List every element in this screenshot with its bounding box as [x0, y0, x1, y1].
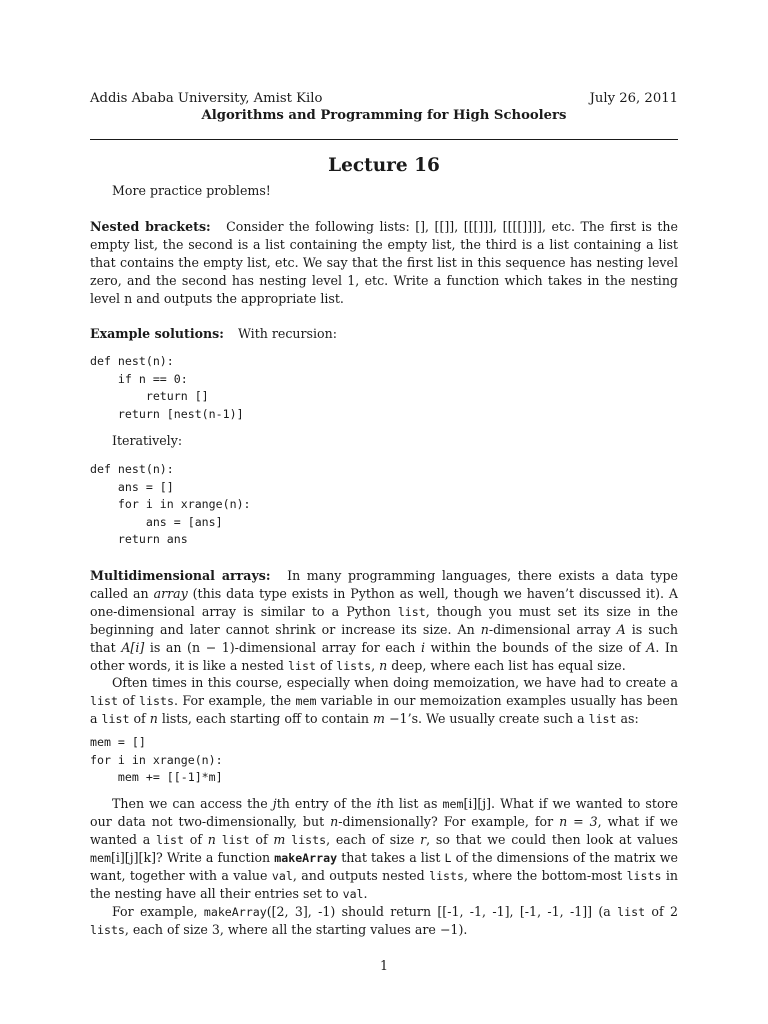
- text-run: , where the bottom-most: [464, 868, 623, 883]
- text-run: of 2: [651, 904, 678, 919]
- memoization-paragraph: [90, 674, 678, 728]
- text-run: .: [363, 886, 368, 901]
- code-term: lists: [291, 833, 327, 847]
- nested-brackets-paragraph: [90, 218, 678, 308]
- text-run: variable in our memoization examples usually has been a: [90, 693, 678, 726]
- text-run: -dimensionally? For example, for: [338, 814, 554, 829]
- math-var: m: [373, 711, 385, 726]
- text-run: −1’s. We usually create such a: [389, 711, 585, 726]
- text-run: Then we can access the: [112, 796, 268, 811]
- code-term: makeArray: [274, 851, 338, 865]
- nested-brackets-heading: Nested brackets:: [90, 219, 211, 234]
- code-term: lists: [626, 869, 662, 883]
- text-run: as:: [620, 711, 639, 726]
- math-var: m: [273, 832, 286, 847]
- code-term: L: [444, 851, 452, 865]
- code-term: mem: [90, 851, 111, 865]
- text-run: of the dimensions of the matrix we want, together with a value: [90, 850, 678, 883]
- header-rule: [90, 139, 678, 140]
- code-term: makeArray: [203, 905, 267, 919]
- text-run: of: [255, 832, 268, 847]
- text-run: is an (n − 1)-dimensional array for each: [149, 640, 416, 655]
- code-term: list: [156, 833, 184, 847]
- code-term: lists: [336, 659, 372, 673]
- ndim-paragraph: [90, 795, 678, 903]
- iteratively-label: Iteratively:: [112, 433, 183, 448]
- text-run: of: [133, 711, 146, 726]
- code-term: lists: [139, 694, 174, 708]
- math-var: i: [420, 640, 426, 655]
- text-run: of: [319, 658, 333, 673]
- math-var: n: [480, 622, 489, 637]
- math-expr: n = 3: [559, 814, 598, 829]
- text-run: is such that: [90, 622, 678, 655]
- example-solutions-heading: Example solutions:: [90, 326, 224, 341]
- math-var: A: [646, 640, 656, 655]
- text-run: , each of size: [326, 832, 415, 847]
- math-var: n: [207, 832, 216, 847]
- text-run: (this data type exists in Python as well, though we haven’t discussed it). A one-dimensional array is similar to a Python: [90, 586, 678, 619]
- text-run: that takes a list: [341, 850, 441, 865]
- text-run: deep, where each list has equal size.: [391, 658, 626, 673]
- text-run: in the nesting have all their entries set to: [90, 868, 678, 901]
- text-run: -dimensional array: [488, 622, 611, 637]
- code-term: mem: [442, 797, 464, 811]
- math-var: r: [420, 832, 427, 847]
- text-run: In many programming languages, there exists a data type called an: [90, 568, 678, 601]
- code-term: lists: [90, 923, 125, 937]
- text-run: lists, each starting off to contain: [161, 711, 370, 726]
- text-run: Often times in this course, especially when doing memoization, we have had to create a: [112, 675, 678, 690]
- code-iterative: def nest(n): ans = [] for i in xrange(n): ans = [ans] return ans: [90, 462, 251, 547]
- multidimensional-paragraph: [90, 567, 678, 675]
- text-run: th list as: [380, 796, 438, 811]
- code-term: list: [90, 694, 118, 708]
- header-date: July 26, 2011: [589, 91, 678, 106]
- code-term: val: [342, 887, 364, 901]
- text-run: , so that we could then look at values: [426, 832, 678, 847]
- course-title: Algorithms and Programming for High Schoolers: [201, 108, 567, 123]
- math-var: A[i]: [121, 640, 145, 655]
- math-var: i: [376, 796, 381, 811]
- text-run: , each of size 3, where all the starting values are −1).: [124, 922, 468, 937]
- text-run: , though you must set its size in the beginning and later cannot shrink or increase its size. An: [90, 604, 678, 637]
- text-run: , and outputs nested: [292, 868, 425, 883]
- code-term: list: [397, 605, 426, 619]
- code-mem: mem = [] for i in xrange(n): mem += [[-1]*m]: [90, 735, 223, 785]
- code-term: val: [271, 869, 293, 883]
- math-var: n: [379, 658, 388, 673]
- header-institution: Addis Ababa University, Amist Kilo: [90, 91, 323, 106]
- code-term: list: [221, 833, 250, 847]
- intro-text: More practice problems!: [112, 183, 271, 198]
- math-var: n: [149, 711, 158, 726]
- nested-brackets-text: Consider the following lists: [], [[]], [[[]]], [[[[]]]], etc. The first is the empty list, the second is a list containing the empty list, the third is a list containing a list that contains the empty list, etc. We say that the first list in this sequence has nesting level zero, and the second has nesting level 1, etc. Write a function which takes in the nesting level n and outputs the appropriate list.: [90, 219, 678, 306]
- multidimensional-heading: Multidimensional arrays:: [90, 568, 271, 583]
- term-array: array: [153, 586, 188, 601]
- text-run: . In other words, it is like a nested: [90, 640, 679, 673]
- lecture-title: Lecture 16: [328, 155, 440, 176]
- code-term: mem: [295, 694, 317, 708]
- text-run: ([2, 3], -1) should return [[-1, -1, -1], [-1, -1, -1]] (a: [266, 904, 611, 919]
- code-term: lists: [429, 869, 464, 883]
- example-solutions-text: With recursion:: [237, 326, 337, 341]
- code-term: list: [588, 712, 617, 726]
- text-run: For example,: [112, 904, 198, 919]
- text-run: ,: [371, 658, 376, 673]
- text-run: [i][j]. What if we wanted to store our data not two-dimensionally, but: [90, 796, 678, 829]
- code-term: list: [288, 659, 316, 673]
- math-var: j: [272, 796, 277, 811]
- code-term: list: [617, 905, 646, 919]
- text-run: , what if we wanted a: [90, 814, 678, 847]
- text-run: th entry of the: [276, 796, 372, 811]
- text-run: within the bounds of the size of: [430, 640, 641, 655]
- text-run: [i][j][k]? Write a function: [110, 850, 271, 865]
- example-solutions-paragraph: [90, 325, 678, 343]
- text-run: of: [122, 693, 135, 708]
- math-var: A: [616, 622, 626, 637]
- text-run: of: [189, 832, 202, 847]
- code-recursive: def nest(n): if n == 0: return [] return [nest(n-1)]: [90, 354, 244, 421]
- example-paragraph: [90, 903, 678, 939]
- page-number: 1: [379, 958, 388, 973]
- text-run: . For example, the: [173, 693, 292, 708]
- math-var: n: [330, 814, 339, 829]
- code-term: list: [101, 712, 130, 726]
